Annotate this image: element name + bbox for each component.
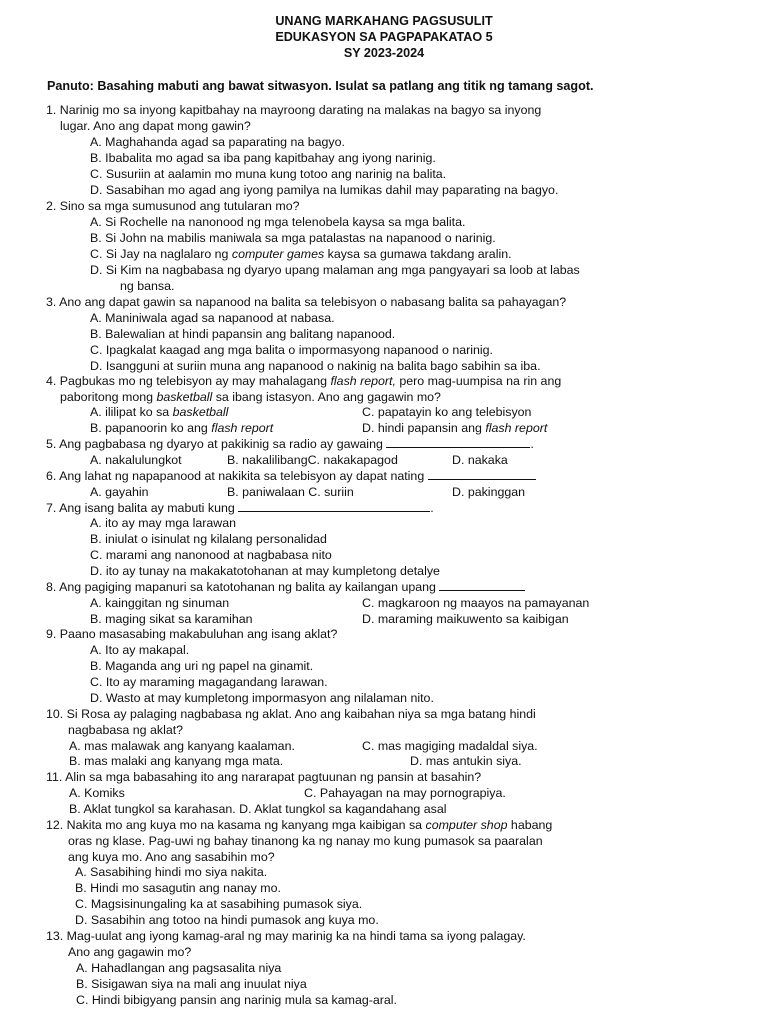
question-8-option-b: B. maging sikat sa karamihan <box>90 612 253 626</box>
question-2-option-d-cont: ng bansa. <box>120 279 175 293</box>
question-12-option-b: B. Hindi mo sasagutin ang nanay mo. <box>75 881 281 895</box>
question-3-option-b: B. Balewalian at hindi papansin ang balitang napanood. <box>90 327 396 341</box>
question-10-text: 10. Si Rosa ay palaging nagbabasa ng aklat. Ano ang kaibahan niya sa mga batang hindi <box>46 707 536 721</box>
question-2-option-a: A. Si Rochelle na nanonood ng mga telenobela kaysa sa mga balita. <box>90 215 466 229</box>
question-4-option-b: B. papanoorin ko ang flash report <box>90 421 274 435</box>
question-10-option-a: A. mas malawak ang kanyang kaalaman. <box>69 739 295 753</box>
answer-blank <box>439 579 525 591</box>
question-7-option-c: C. marami ang nanonood at nagbabasa nito <box>90 548 332 562</box>
question-13-option-a: A. Hahadlangan ang pagsasalita niya <box>76 961 282 975</box>
question-12-text-cont-1: oras ng klase. Pag-uwi ng bahay tinanong ka ng nanay mo kung pumasok sa paaralan <box>68 834 543 848</box>
answer-blank <box>238 500 430 512</box>
question-11-text: 11. Alin sa mga babasahing ito ang nararapat pagtuunan ng pansin at basahin? <box>46 770 482 784</box>
question-1-text: 1. Narinig mo sa inyong kapitbahay na mayroong darating na malakas na bagyo sa inyong <box>46 103 542 117</box>
question-4-text: 4. Pagbukas mo ng telebisyon ay may mahalagang flash report, pero mag-uumpisa na rin ang <box>46 374 562 388</box>
question-4-text-cont: paboritong mong basketball sa ibang istasyon. Ano ang gagawin mo? <box>60 390 441 404</box>
question-8-option-c: C. magkaroon ng maayos na pamayanan <box>362 596 590 610</box>
question-13-option-b: B. Sisigawan siya na mali ang inuulat niya <box>76 977 307 991</box>
question-13-text-cont: Ano ang gagawin mo? <box>68 945 192 959</box>
question-5-option-d: D. nakaka <box>452 453 508 467</box>
question-9-option-d: D. Wasto at may kumpletong impormasyon ang nilalaman nito. <box>90 691 434 705</box>
answer-blank <box>386 436 530 448</box>
question-12-text-cont-2: ang kuya mo. Ano ang sasabihin mo? <box>68 850 275 864</box>
question-1-option-c: C. Susuriin at aalamin mo muna kung totoo ang narinig na balita. <box>90 167 447 181</box>
question-1-option-a: A. Maghahanda agad sa paparating na bagyo. <box>90 135 345 149</box>
question-11-option-c: C. Pahayagan na may pornograpiya. <box>304 786 506 800</box>
question-2-option-b: B. Si John na mabilis maniwala sa mga patalastas na napanood o narinig. <box>90 231 496 245</box>
exam-subject: EDUKASYON SA PAGPAPAKATAO 5 <box>275 30 493 44</box>
question-13-text: 13. Mag-uulat ang iyong kamag-aral ng may marinig ka na hindi tama sa iyong palagay. <box>46 929 526 943</box>
question-9-option-b: B. Maganda ang uri ng papel na ginamit. <box>90 659 314 673</box>
question-5-option-bc: B. nakalilibangC. nakakapagod <box>227 453 398 467</box>
question-1-option-d: D. Sasabihan mo agad ang iyong pamilya na lumikas dahil may paparating na bagyo. <box>90 183 559 197</box>
question-5-option-a: A. nakalulungkot <box>90 453 182 467</box>
question-13-option-c: C. Hindi bibigyang pansin ang narinig mula sa kamag-aral. <box>76 993 397 1007</box>
question-7-option-b: B. iniulat o isinulat ng kilalang personalidad <box>90 532 327 546</box>
question-3-option-d: D. Isangguni at suriin muna ang napanood o nakinig na balita bago sabihin sa iba. <box>90 359 541 373</box>
instructions: Panuto: Basahing mabuti ang bawat sitwasyon. Isulat sa patlang ang titik ng tamang sagot. <box>47 79 594 93</box>
question-11-option-a: A. Komiks <box>69 786 125 800</box>
question-12-option-d: D. Sasabihin ang totoo na hindi pumasok ang kuya mo. <box>75 913 379 927</box>
question-10-option-b: B. mas malaki ang kanyang mga mata. <box>69 754 284 768</box>
question-4-option-a: A. ililipat ko sa basketball <box>90 405 229 419</box>
question-10-option-d: D. mas antukin siya. <box>410 754 522 768</box>
question-8-option-d: D. maraming maikuwento sa kaibigan <box>362 612 569 626</box>
question-3-option-c: C. Ipagkalat kaagad ang mga balita o impormasyong napanood o narinig. <box>90 343 493 357</box>
exam-title: UNANG MARKAHANG PAGSUSULIT <box>275 14 493 28</box>
question-9-option-c: C. Ito ay maraming magagandang larawan. <box>90 675 328 689</box>
question-9-text: 9. Paano masasabing makabuluhan ang isang aklat? <box>46 627 338 641</box>
question-1-text-cont: lugar. Ano ang dapat mong gawin? <box>60 119 251 133</box>
question-6-text: 6. Ang lahat ng napapanood at nakikita sa telebisyon ay dapat nating <box>46 468 536 484</box>
question-2-option-d: D. Si Kim na nagbabasa ng dyaryo upang malaman ang mga pangyayari sa loob at labas <box>90 263 580 277</box>
answer-blank <box>428 468 536 480</box>
question-1-option-b: B. Ibabalita mo agad sa iba pang kapitbahay ang iyong narinig. <box>90 151 436 165</box>
question-3-option-a: A. Maniniwala agad sa napanood at nabasa. <box>90 311 335 325</box>
question-5-text: 5. Ang pagbabasa ng dyaryo at pakikinig sa radio ay gawaing . <box>46 437 534 451</box>
question-8-option-a: A. kainggitan ng sinuman <box>90 596 230 610</box>
question-6-option-d: D. pakinggan <box>452 485 526 499</box>
school-year: SY 2023-2024 <box>343 46 425 60</box>
question-10-option-c: C. mas magiging madaldal siya. <box>362 739 538 753</box>
question-8-text: 8. Ang pagiging mapanuri sa katotohanan ng balita ay kailangan upang <box>46 579 525 595</box>
question-10-text-cont: nagbabasa ng aklat? <box>68 723 184 737</box>
question-9-option-a: A. Ito ay makapal. <box>90 643 190 657</box>
question-11-option-bd: B. Aklat tungkol sa karahasan. D. Aklat tungkol sa kagandahang asal <box>69 802 447 816</box>
question-6-option-bc: B. paniwalaan C. suriin <box>227 485 354 499</box>
question-3-text: 3. Ano ang dapat gawin sa napanood na balita sa telebisyon o nabasang balita sa pahayagan? <box>46 295 567 309</box>
question-7-option-a: A. ito ay may mga larawan <box>90 516 236 530</box>
question-4-option-d: D. hindi papansin ang flash report <box>362 421 548 435</box>
question-12-option-c: C. Magsisinungaling ka at sasabihing pumasok siya. <box>75 897 363 911</box>
question-4-option-c: C. papatayin ko ang telebisyon <box>362 405 532 419</box>
question-12-text: 12. Nakita mo ang kuya mo na kasama ng kanyang mga kaibigan sa computer shop habang <box>46 818 553 832</box>
question-2-text: 2. Sino sa mga sumusunod ang tutularan mo? <box>46 199 300 213</box>
question-6-option-a: A. gayahin <box>90 485 149 499</box>
question-7-text: 7. Ang isang balita ay mabuti kung . <box>46 501 434 515</box>
question-7-option-d: D. ito ay tunay na makakatotohanan at may kumpletong detalye <box>90 564 440 578</box>
question-12-option-a: A. Sasabihing hindi mo siya nakita. <box>75 865 268 879</box>
question-2-option-c: C. Si Jay na naglalaro ng computer games kaysa sa gumawa takdang aralin. <box>90 247 512 261</box>
